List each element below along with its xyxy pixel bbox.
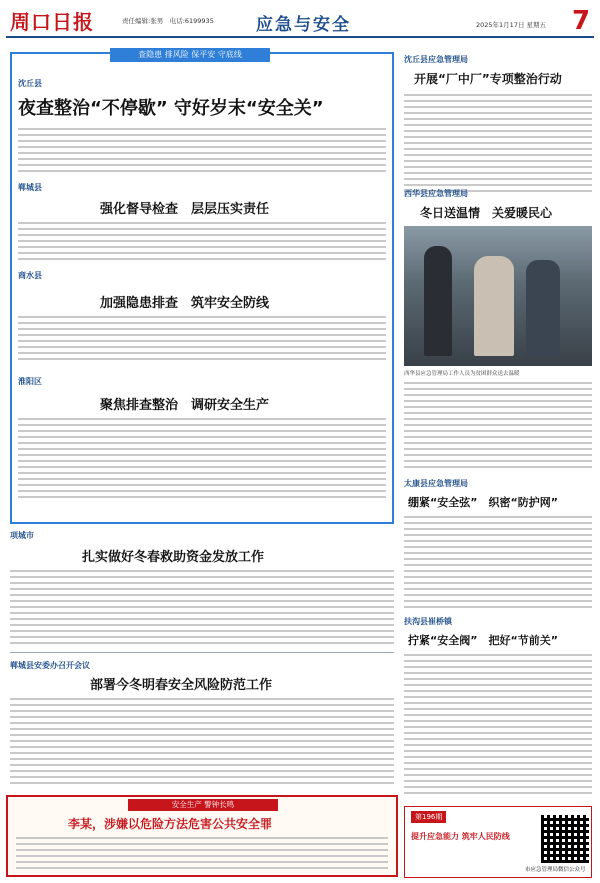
sidebar-body-xihua bbox=[404, 382, 592, 472]
body-huaiyang bbox=[18, 418, 386, 518]
page-header bbox=[6, 4, 594, 38]
warning-headline[interactable]: 李某，涉嫌以危险方法危害公共安全罪 bbox=[68, 817, 273, 831]
headline-yucheng[interactable]: 强化督导检查 层层压实责任 bbox=[100, 202, 270, 217]
sidebar-head-xihua: 西华县应急管理局 bbox=[404, 189, 468, 198]
warning-body bbox=[16, 837, 388, 873]
footer-box bbox=[404, 806, 592, 878]
sidebar-head-fugou: 扶沟县崔桥镇 bbox=[404, 617, 452, 626]
body-yucheng bbox=[18, 222, 386, 268]
county-label-dancheng-office: 郸城县安委办召开会议 bbox=[10, 661, 90, 670]
issue-number: 第196期 bbox=[411, 811, 446, 823]
feature-banner: 查隐患 排风险 保平安 守底线 bbox=[110, 48, 270, 62]
sidebar-headline-xihua[interactable]: 冬日送温情 关爱暖民心 bbox=[420, 206, 553, 220]
section-divider bbox=[10, 652, 394, 653]
headline-shangshui[interactable]: 加强隐患排查 筑牢安全防线 bbox=[100, 296, 270, 311]
qr-label: 市应急管理局微信公众号 bbox=[525, 867, 586, 873]
newspaper-logo: 周口日报 bbox=[10, 10, 94, 34]
page-number: 7 bbox=[572, 6, 591, 36]
safety-warning-box bbox=[6, 795, 398, 877]
sidebar-head-shenqiu: 沈丘县应急管理局 bbox=[404, 55, 468, 64]
qr-code-icon[interactable] bbox=[541, 815, 589, 863]
editor-info: 责任编辑:张男 电话:6199935 bbox=[122, 17, 214, 25]
body-shenqiu bbox=[18, 128, 386, 178]
sidebar-headline-fugou[interactable]: 拧紧“安全阀” 把好“节前关” bbox=[408, 634, 558, 647]
headline-huaiyang[interactable]: 聚焦排查整治 调研安全生产 bbox=[100, 398, 270, 413]
county-label-shangshui: 商水县 bbox=[18, 271, 42, 280]
county-label-shenqiu: 沈丘县 bbox=[18, 79, 42, 88]
sidebar-head-taikang: 太康县应急管理局 bbox=[404, 479, 468, 488]
sidebar-headline-taikang[interactable]: 绷紧“安全弦” 织密“防护网” bbox=[408, 496, 558, 509]
county-label-yucheng: 郸城县 bbox=[18, 183, 42, 192]
headline-xiangcheng[interactable]: 扎实做好冬春救助资金发放工作 bbox=[82, 550, 265, 565]
issue-date: 2025年1月17日 星期五 bbox=[476, 21, 547, 29]
body-dancheng-office bbox=[10, 698, 394, 790]
warning-banner: 安全生产 警钟长鸣 bbox=[128, 799, 278, 811]
sidebar-headline-shenqiu[interactable]: 开展“厂中厂”专项整治行动 bbox=[414, 72, 562, 86]
sidebar-body-fugou bbox=[404, 654, 592, 800]
body-xiangcheng bbox=[10, 570, 394, 648]
news-photo bbox=[404, 226, 592, 366]
sidebar-body-taikang bbox=[404, 516, 592, 612]
footer-slogan: 提升应急能力 筑牢人民防线 bbox=[411, 832, 510, 841]
county-label-huaiyang: 淮阳区 bbox=[18, 377, 42, 386]
section-title: 应急与安全 bbox=[256, 15, 351, 35]
body-shangshui bbox=[18, 316, 386, 372]
headline-shenqiu[interactable]: 夜查整治“不停歇” 守好岁末“安全关” bbox=[18, 98, 324, 119]
county-label-xiangcheng: 项城市 bbox=[10, 531, 34, 540]
sidebar-body-shenqiu bbox=[404, 94, 592, 196]
headline-dancheng-office[interactable]: 部署今冬明春安全风险防范工作 bbox=[90, 678, 273, 693]
photo-caption: 西华县应急管理局工作人员为贫困群众送去温暖 bbox=[404, 371, 520, 377]
